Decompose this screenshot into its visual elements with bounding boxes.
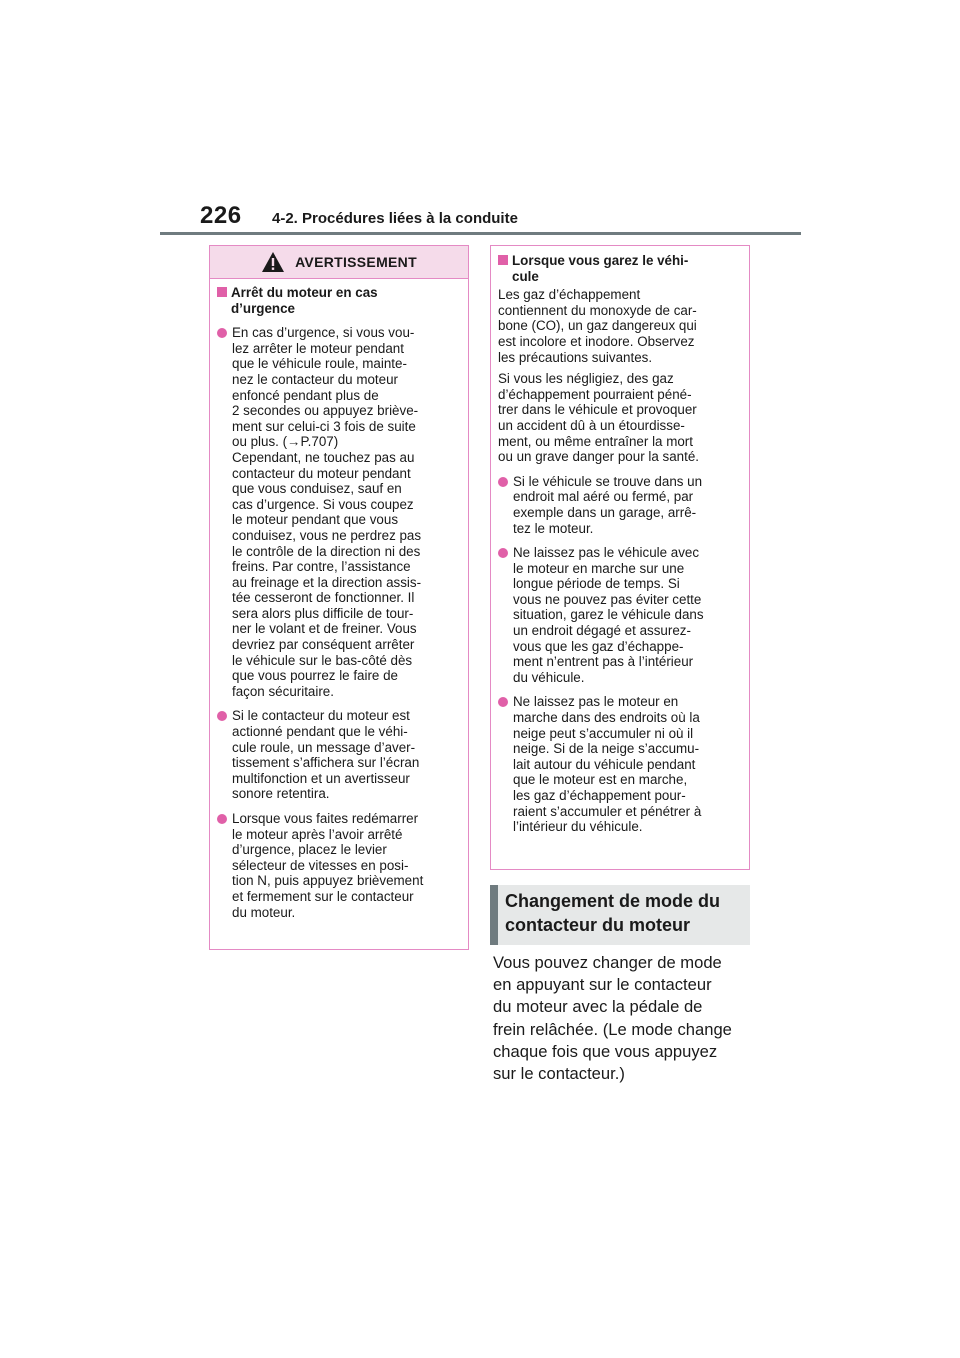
mode-section-text: Vous pouvez changer de mode en appuyant sur le contacteur du moteur avec la pédale de frein relâchée. (Le mode change chaque fois que vous appuyez sur le contacteur.) xyxy=(493,953,732,1084)
list-item xyxy=(217,325,458,699)
parking-box xyxy=(490,245,750,870)
list-item-text: En cas d’urgence, si vous vou- lez arrêter le moteur pendant que le véhicule roule, mainte- nez le contacteur du moteur enfoncé pendant plus de 2 secondes ou appuyez briève- ment sur celui-ci 3 fois de suite ou plus. (→P.707) Cependant, ne touchez pas au contacteur du moteur pendant que vous conduisez, sauf en cas d’urgence. Si vous coupez le moteur pendant que vous conduisez, vous ne perdrez pas le contrôle de la direction ni des freins. Par contre, l’assistance au freinage et la direction assis- tée cesseront de fonctionner. Il sera alors plus difficile de tour- ner le volant et de freiner. Vous devriez par conséquent arrêter le véhicule sur le bas-côté dès que vous pourrez le faire de façon sécuritaire. xyxy=(232,325,422,699)
list-item xyxy=(217,811,458,920)
page-number: 226 xyxy=(200,202,242,229)
list-item-text: Ne laissez pas le véhicule avec le moteur en marche sur une longue période de temps. Si vous ne pouvez pas éviter cette situation, garez le véhicule dans un endroit dégagé et assurez- vous que les gaz d’échappe- ment n’entrent pas à l’intérieur du véhicule. xyxy=(513,545,704,685)
parking-subhead xyxy=(498,253,739,284)
parking-subhead-text: Lorsque vous garez le véhi- cule xyxy=(512,253,689,284)
bullet-dot-icon xyxy=(498,477,508,487)
parking-paragraph: Les gaz d’échappement contiennent du monoxyde de car- bone (CO), un gaz dangereux qui est incolore et inodore. Observez les précautions suivantes. xyxy=(498,287,697,365)
list-item xyxy=(498,694,739,834)
bullet-dot-icon xyxy=(217,711,227,721)
bullet-dot-icon xyxy=(498,548,508,558)
list-item xyxy=(498,545,739,685)
warning-triangle-icon xyxy=(261,251,285,273)
warning-subhead xyxy=(217,285,458,316)
bullet-dot-icon xyxy=(217,328,227,338)
list-item xyxy=(498,474,739,536)
square-bullet-icon xyxy=(498,255,508,265)
warning-header xyxy=(210,246,468,279)
header-rule xyxy=(160,232,801,235)
warning-label: AVERTISSEMENT xyxy=(295,254,417,270)
parking-body xyxy=(491,246,749,835)
list-item-text: Ne laissez pas le moteur en marche dans des endroits où la neige peut s’accumuler ni où il neige. Si de la neige s’accumu- lait autour du véhicule pendant que le moteur est en marche, les gaz d’échappement pour- raient s’accumuler et pénétrer à l’intérieur du véhicule. xyxy=(513,694,702,835)
bullet-dot-icon xyxy=(498,697,508,707)
page-header xyxy=(0,0,960,240)
section-title: 4-2. Procédures liées à la conduite xyxy=(272,210,518,227)
parking-paragraph: Si vous les négligiez, des gaz d’échappement pourraient péné- trer dans le véhicule et provoquer un accident dû à un étourdisse- ment, ou même entraîner la mort ou un grave danger pour la santé. xyxy=(498,371,700,465)
square-bullet-icon xyxy=(217,287,227,297)
list-item-text: Si le véhicule se trouve dans un endroit mal aéré ou fermé, par exemple dans un garage, arrê- tez le moteur. xyxy=(513,473,703,536)
warning-subhead-text: Arrêt du moteur en cas d’urgence xyxy=(231,285,378,316)
mode-section-heading: Changement de mode du contacteur du moteur xyxy=(490,885,750,945)
warning-box xyxy=(209,245,469,950)
list-item-text: Si le contacteur du moteur est actionné pendant que le véhi- cule roule, un message d’aver- tissement s’affichera sur l’écran multifonction et un avertisseur sonore retentira. xyxy=(232,708,420,802)
list-item-text: Lorsque vous faites redémarrer le moteur après l’avoir arrêté d’urgence, placez le levier sélecteur de vitesses en posi- tion N, puis appuyez brièvement et fermement sur le contacteur du moteur. xyxy=(232,811,424,920)
warning-body xyxy=(210,279,468,920)
bullet-dot-icon xyxy=(217,814,227,824)
list-item xyxy=(217,708,458,802)
